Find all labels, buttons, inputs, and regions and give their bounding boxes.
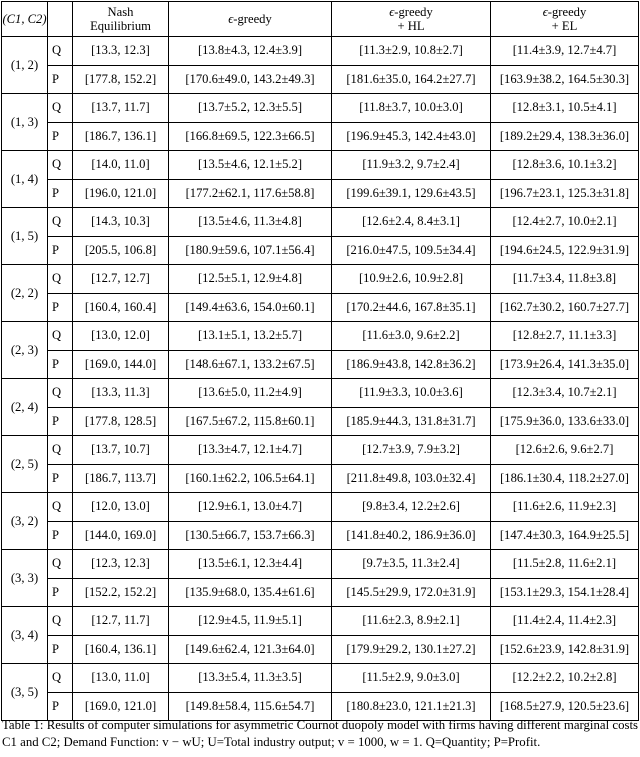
value-cell: [11.9±3.3, 10.0±3.6] — [332, 379, 491, 408]
value-cell: [12.6±2.6, 9.6±2.7] — [491, 436, 639, 465]
metric-label-cell: Q — [48, 94, 73, 123]
header-eps-greedy-el: ϵ-greedy + EL — [491, 2, 639, 37]
metric-label-cell: P — [48, 464, 73, 493]
value-cell: [13.3, 12.3] — [73, 37, 169, 66]
value-cell: [163.9±38.2, 164.5±30.3] — [491, 65, 639, 94]
metric-label-cell: P — [48, 635, 73, 664]
value-cell: [173.9±26.4, 141.3±35.0] — [491, 350, 639, 379]
value-cell: [13.6±5.0, 11.2±4.9] — [169, 379, 332, 408]
cost-pair-cell: (3, 4) — [2, 607, 48, 664]
value-cell: [14.0, 11.0] — [73, 151, 169, 180]
value-cell: [147.4±30.3, 164.9±25.5] — [491, 521, 639, 550]
table-row — [2, 493, 639, 522]
metric-label-cell: P — [48, 179, 73, 208]
value-cell: [12.0, 13.0] — [73, 493, 169, 522]
value-cell: [11.8±3.7, 10.0±3.0] — [332, 94, 491, 123]
metric-label-cell: Q — [48, 151, 73, 180]
table-row — [2, 350, 639, 379]
value-cell: [186.7, 136.1] — [73, 122, 169, 151]
header-eps-greedy-hl: ϵ-greedy + HL — [332, 2, 491, 37]
value-cell: [10.9±2.6, 10.9±2.8] — [332, 265, 491, 294]
value-cell: [166.8±69.5, 122.3±66.5] — [169, 122, 332, 151]
metric-label-cell: Q — [48, 436, 73, 465]
table-row — [2, 293, 639, 322]
value-cell: [205.5, 106.8] — [73, 236, 169, 265]
value-cell: [186.1±30.4, 118.2±27.0] — [491, 464, 639, 493]
value-cell: [135.9±68.0, 135.4±61.6] — [169, 578, 332, 607]
cost-pair-cell: (1, 3) — [2, 94, 48, 151]
value-cell: [189.2±29.4, 138.3±36.0] — [491, 122, 639, 151]
table-row — [2, 436, 639, 465]
value-cell: [11.5±2.9, 9.0±3.0] — [332, 664, 491, 693]
table-row — [2, 322, 639, 351]
metric-label-cell: P — [48, 293, 73, 322]
table-row — [2, 37, 639, 66]
cost-pair-cell: (3, 5) — [2, 664, 48, 721]
value-cell: [167.5±67.2, 115.8±60.1] — [169, 407, 332, 436]
value-cell: [14.3, 10.3] — [73, 208, 169, 237]
table-row — [2, 265, 639, 294]
value-cell: [145.5±29.9, 172.0±31.9] — [332, 578, 491, 607]
value-cell: [149.4±63.6, 154.0±60.1] — [169, 293, 332, 322]
metric-label-cell: Q — [48, 208, 73, 237]
table-row — [2, 521, 639, 550]
value-cell: [130.5±66.7, 153.7±66.3] — [169, 521, 332, 550]
header-cost-pair: (C1, C2) — [2, 2, 48, 37]
table-body — [2, 37, 639, 721]
metric-label-cell: Q — [48, 265, 73, 294]
value-cell: [13.5±6.1, 12.3±4.4] — [169, 550, 332, 579]
value-cell: [11.6±2.3, 8.9±2.1] — [332, 607, 491, 636]
value-cell: [13.8±4.3, 12.4±3.9] — [169, 37, 332, 66]
value-cell: [160.4, 160.4] — [73, 293, 169, 322]
metric-label-cell: Q — [48, 664, 73, 693]
cost-pair-cell: (2, 5) — [2, 436, 48, 493]
value-cell: [11.4±2.4, 11.4±2.3] — [491, 607, 639, 636]
value-cell: [180.8±23.0, 121.1±21.3] — [332, 692, 491, 721]
metric-label-cell: P — [48, 350, 73, 379]
table-row — [2, 179, 639, 208]
table-row — [2, 635, 639, 664]
value-cell: [144.0, 169.0] — [73, 521, 169, 550]
metric-label-cell: Q — [48, 379, 73, 408]
metric-label-cell: P — [48, 407, 73, 436]
value-cell: [12.7±3.9, 7.9±3.2] — [332, 436, 491, 465]
value-cell: [12.4±2.7, 10.0±2.1] — [491, 208, 639, 237]
value-cell: [181.6±35.0, 164.2±27.7] — [332, 65, 491, 94]
value-cell: [152.2, 152.2] — [73, 578, 169, 607]
cost-pair-cell: (2, 2) — [2, 265, 48, 322]
results-table — [1, 1, 639, 721]
cost-pair-cell: (1, 4) — [2, 151, 48, 208]
value-cell: [196.7±23.1, 125.3±31.8] — [491, 179, 639, 208]
table-row — [2, 122, 639, 151]
cost-pair-cell: (3, 3) — [2, 550, 48, 607]
value-cell: [194.6±24.5, 122.9±31.9] — [491, 236, 639, 265]
value-cell: [169.0, 144.0] — [73, 350, 169, 379]
value-cell: [9.8±3.4, 12.2±2.6] — [332, 493, 491, 522]
cost-pair-cell: (3, 2) — [2, 493, 48, 550]
value-cell: [180.9±59.6, 107.1±56.4] — [169, 236, 332, 265]
value-cell: [12.9±6.1, 13.0±4.7] — [169, 493, 332, 522]
value-cell: [13.3±4.7, 12.1±4.7] — [169, 436, 332, 465]
value-cell: [162.7±30.2, 160.7±27.7] — [491, 293, 639, 322]
value-cell: [12.5±5.1, 12.9±4.8] — [169, 265, 332, 294]
metric-label-cell: P — [48, 236, 73, 265]
table-row — [2, 236, 639, 265]
value-cell: [12.6±2.4, 8.4±3.1] — [332, 208, 491, 237]
value-cell: [153.1±29.3, 154.1±28.4] — [491, 578, 639, 607]
metric-label-cell: Q — [48, 607, 73, 636]
value-cell: [160.4, 136.1] — [73, 635, 169, 664]
value-cell: [11.4±3.9, 12.7±4.7] — [491, 37, 639, 66]
value-cell: [177.8, 128.5] — [73, 407, 169, 436]
table-row — [2, 407, 639, 436]
value-cell: [186.9±43.8, 142.8±36.2] — [332, 350, 491, 379]
table-row — [2, 151, 639, 180]
value-cell: [12.8±3.1, 10.5±4.1] — [491, 94, 639, 123]
value-cell: [11.6±2.6, 11.9±2.3] — [491, 493, 639, 522]
value-cell: [196.0, 121.0] — [73, 179, 169, 208]
value-cell: [13.3, 11.3] — [73, 379, 169, 408]
value-cell: [13.5±4.6, 11.3±4.8] — [169, 208, 332, 237]
table-row — [2, 464, 639, 493]
value-cell: [11.5±2.8, 11.6±2.1] — [491, 550, 639, 579]
metric-label-cell: Q — [48, 322, 73, 351]
metric-label-cell: P — [48, 122, 73, 151]
caption-text: Table 1: Results of computer simulations for asymmetric Cournot duopoly model with firms having different marginal costs C1 and C2; Demand Function: v − wU; U=Total industry output; v = 1000, w = 1. Q=Quantity; P=Profit. — [2, 718, 638, 749]
header-row — [2, 2, 639, 37]
header-metric — [48, 2, 73, 37]
value-cell: [13.1±5.1, 13.2±5.7] — [169, 322, 332, 351]
value-cell: [11.9±3.2, 9.7±2.4] — [332, 151, 491, 180]
value-cell: [216.0±47.5, 109.5±34.4] — [332, 236, 491, 265]
value-cell: [13.5±4.6, 12.1±5.2] — [169, 151, 332, 180]
value-cell: [11.7±3.4, 11.8±3.8] — [491, 265, 639, 294]
value-cell: [141.8±40.2, 186.9±36.0] — [332, 521, 491, 550]
table-row — [2, 607, 639, 636]
value-cell: [11.3±2.9, 10.8±2.7] — [332, 37, 491, 66]
cost-pair-cell: (2, 3) — [2, 322, 48, 379]
table-row — [2, 379, 639, 408]
value-cell: [9.7±3.5, 11.3±2.4] — [332, 550, 491, 579]
value-cell: [211.8±49.8, 103.0±32.4] — [332, 464, 491, 493]
value-cell: [13.0, 11.0] — [73, 664, 169, 693]
value-cell: [170.2±44.6, 167.8±35.1] — [332, 293, 491, 322]
value-cell: [12.7, 11.7] — [73, 607, 169, 636]
table-row — [2, 65, 639, 94]
metric-label-cell: P — [48, 521, 73, 550]
value-cell: [177.2±62.1, 117.6±58.8] — [169, 179, 332, 208]
value-cell: [148.6±67.1, 133.2±67.5] — [169, 350, 332, 379]
header-eps-greedy: ϵ-greedy — [169, 2, 332, 37]
cost-pair-cell: (1, 2) — [2, 37, 48, 94]
metric-label-cell: Q — [48, 37, 73, 66]
table-row — [2, 664, 639, 693]
table-caption — [2, 717, 638, 751]
value-cell: [185.9±44.3, 131.8±31.7] — [332, 407, 491, 436]
table-row — [2, 550, 639, 579]
value-cell: [12.8±3.6, 10.1±3.2] — [491, 151, 639, 180]
table-row — [2, 578, 639, 607]
table-row — [2, 208, 639, 237]
value-cell: [13.7, 10.7] — [73, 436, 169, 465]
value-cell: [11.6±3.0, 9.6±2.2] — [332, 322, 491, 351]
metric-label-cell: P — [48, 692, 73, 721]
value-cell: [199.6±39.1, 129.6±43.5] — [332, 179, 491, 208]
metric-label-cell: Q — [48, 493, 73, 522]
value-cell: [169.0, 121.0] — [73, 692, 169, 721]
value-cell: [186.7, 113.7] — [73, 464, 169, 493]
value-cell: [12.3, 12.3] — [73, 550, 169, 579]
value-cell: [149.6±62.4, 121.3±64.0] — [169, 635, 332, 664]
value-cell: [12.9±4.5, 11.9±5.1] — [169, 607, 332, 636]
value-cell: [13.3±5.4, 11.3±3.5] — [169, 664, 332, 693]
value-cell: [12.7, 12.7] — [73, 265, 169, 294]
cost-pair-cell: (1, 5) — [2, 208, 48, 265]
metric-label-cell: P — [48, 65, 73, 94]
metric-label-cell: P — [48, 578, 73, 607]
value-cell: [13.7, 11.7] — [73, 94, 169, 123]
cost-pair-cell: (2, 4) — [2, 379, 48, 436]
value-cell: [13.7±5.2, 12.3±5.5] — [169, 94, 332, 123]
table-row — [2, 94, 639, 123]
value-cell: [152.6±23.9, 142.8±31.9] — [491, 635, 639, 664]
value-cell: [12.3±3.4, 10.7±2.1] — [491, 379, 639, 408]
header-nash: Nash Equilibrium — [73, 2, 169, 37]
value-cell: [168.5±27.9, 120.5±23.6] — [491, 692, 639, 721]
value-cell: [149.8±58.4, 115.6±54.7] — [169, 692, 332, 721]
value-cell: [170.6±49.0, 143.2±49.3] — [169, 65, 332, 94]
value-cell: [175.9±36.0, 133.6±33.0] — [491, 407, 639, 436]
value-cell: [12.2±2.2, 10.2±2.8] — [491, 664, 639, 693]
metric-label-cell: Q — [48, 550, 73, 579]
value-cell: [12.8±2.7, 11.1±3.3] — [491, 322, 639, 351]
value-cell: [160.1±62.2, 106.5±64.1] — [169, 464, 332, 493]
value-cell: [177.8, 152.2] — [73, 65, 169, 94]
value-cell: [196.9±45.3, 142.4±43.0] — [332, 122, 491, 151]
value-cell: [13.0, 12.0] — [73, 322, 169, 351]
value-cell: [179.9±29.2, 130.1±27.2] — [332, 635, 491, 664]
